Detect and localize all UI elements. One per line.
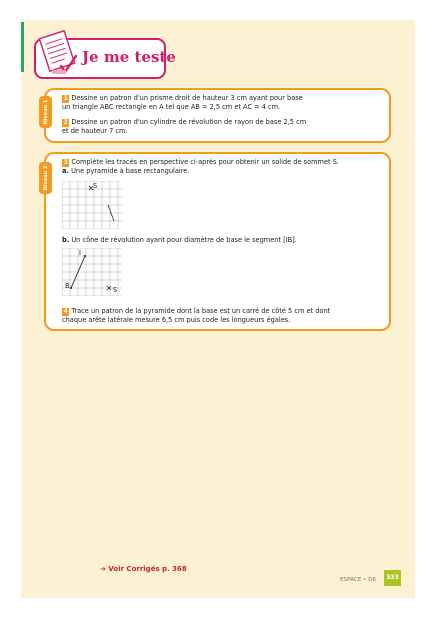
exercise-number: 1 <box>63 95 68 102</box>
exercise-3: 3 Complète les tracés en perspective ci-après pour obtenir un solide de sommet S. a. Une pyramide à base rectangulaire. <box>62 158 339 175</box>
exercise-number: 2 <box>63 119 68 126</box>
point-b-label: B <box>65 282 70 290</box>
exercise-number: 3 <box>63 159 68 166</box>
exercise-3b: b. Un cône de révolution ayant pour diamètre de base le segment [IB]. <box>62 236 297 244</box>
exercise-1: 1 Dessine un patron d'un prisme droit de hauteur 3 cm ayant pour base un triangle ABC rectangle en A tel que AB = 2,5 cm et AC = 4 cm. <box>62 94 303 111</box>
exercise-2: 2 Dessine un patron d'un cylindre de révolution de rayon de base 2,5 cm et de hauteur 7 cm. <box>62 118 307 135</box>
niveau-2-tab: Niveau 2 <box>39 162 52 194</box>
page-title: Je me teste <box>82 48 176 66</box>
corriges-link[interactable]: ➔ Voir Corrigés p. 368 <box>100 565 187 573</box>
niveau-1-tab: Niveau 1 <box>39 96 52 128</box>
point-s-label: S <box>93 182 98 190</box>
exercise-4: 4 Trace un patron de la pyramide dont la base est un carré de côté 5 cm et dont chaque arête latérale mesure 6,5 cm puis code les longueurs égales. <box>62 307 331 324</box>
page-number: 333 <box>384 570 401 586</box>
exercise-number: 4 <box>63 308 68 315</box>
point-i-label: I <box>79 249 81 257</box>
notepad-check-icon <box>34 28 82 80</box>
section-label: ESPACE • D6 <box>340 577 376 583</box>
green-stripe <box>21 22 24 72</box>
point-s-label-b: S <box>113 286 118 294</box>
grid-a <box>62 181 122 229</box>
